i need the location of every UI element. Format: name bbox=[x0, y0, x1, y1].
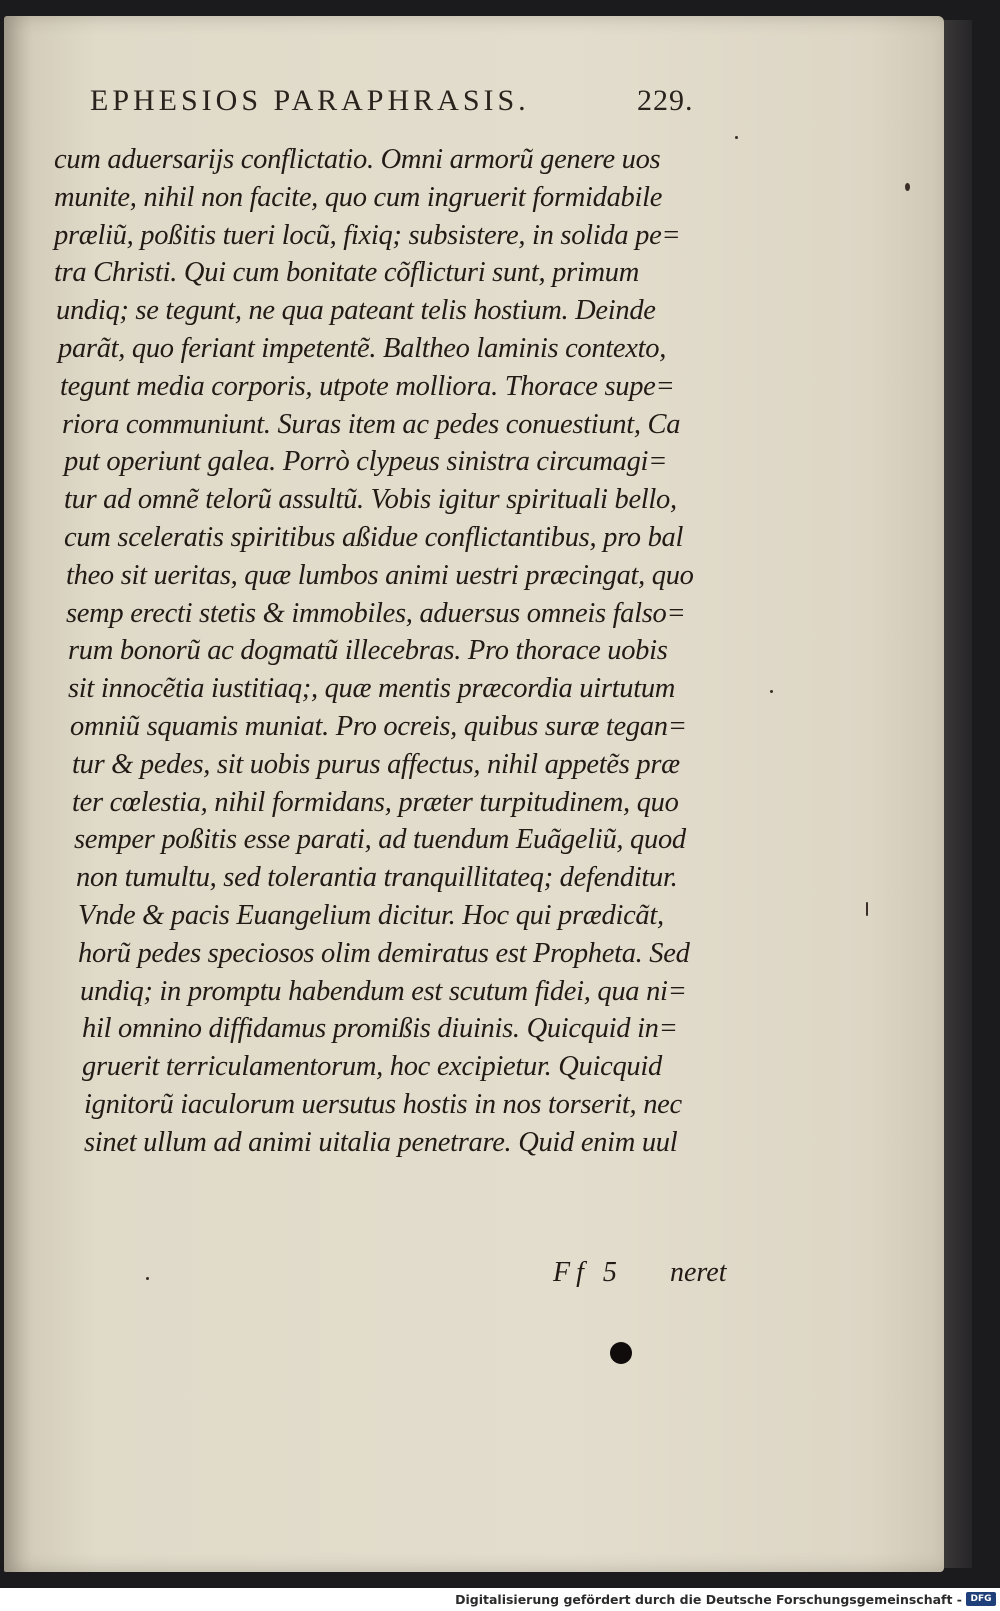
page-number: 229. bbox=[637, 84, 694, 117]
text-line: Vnde & pacis Euangelium dicitur. Hoc qui prædicãt, bbox=[78, 899, 664, 931]
text-block bbox=[52, 141, 752, 1162]
text-line: gruerit terriculamentorum, hoc excipietur. Quicquid bbox=[82, 1051, 662, 1083]
text-line: put operiunt galea. Porrò clypeus sinistra circumagi= bbox=[64, 446, 668, 478]
paper-speck bbox=[905, 183, 910, 191]
text-line: præliũ, poßitis tueri locũ, fixiq; subsistere, in solida pe= bbox=[54, 219, 681, 251]
text-line: semp erecti stetis & immobiles, aduersus omneis falso= bbox=[66, 597, 686, 629]
text-line: theo sit ueritas, quæ lumbos animi uestri præcingat, quo bbox=[66, 559, 694, 591]
text-line: cum sceleratis spiritibus aßidue conflictantibus, pro bal bbox=[64, 521, 684, 553]
paper-speck bbox=[146, 1277, 149, 1280]
text-line: undiq; in promptu habendum est scutum fidei, qua ni= bbox=[80, 975, 687, 1007]
text-line: cum aduersarijs conflictatio. Omni armorũ genere uos bbox=[54, 144, 661, 175]
ink-blot bbox=[610, 1342, 632, 1364]
text-line: ignitorũ iaculorum uersutus hostis in nos torserit, nec bbox=[84, 1088, 682, 1120]
paper-speck bbox=[866, 902, 868, 916]
text-line: riora communiunt. Suras item ac pedes conuestiunt, Ca bbox=[62, 408, 681, 440]
paper-speck bbox=[770, 690, 773, 693]
running-head bbox=[90, 84, 730, 124]
text-line: munite, nihil non facite, quo cum ingruerit formidabile bbox=[54, 181, 663, 213]
footer-credit: Digitalisierung gefördert durch die Deutsche Forschungsgemeinschaft - bbox=[455, 1592, 962, 1607]
catchword: neret bbox=[670, 1257, 727, 1288]
text-line: tegunt media corporis, utpote molliora. Thorace supe= bbox=[60, 370, 675, 402]
text-line: tur & pedes, sit uobis purus affectus, nihil appetẽs præ bbox=[72, 748, 680, 780]
text-line: tur ad omnẽ telorũ assultũ. Vobis igitur spirituali bello, bbox=[64, 484, 677, 516]
text-line: rum bonorũ ac dogmatũ illecebras. Pro thorace uobis bbox=[68, 635, 668, 667]
signature-mark: Ff 5 bbox=[553, 1257, 623, 1288]
paper-speck bbox=[735, 136, 738, 139]
running-head-title: EPHESIOS PARAPHRASIS. bbox=[90, 84, 530, 117]
text-line: omniũ squamis muniat. Pro ocreis, quibus suræ tegan= bbox=[70, 710, 687, 742]
text-line: undiq; se tegunt, ne qua pateant telis hostium. Deinde bbox=[56, 295, 656, 327]
text-line: horũ pedes speciosos olim demiratus est Propheta. Sed bbox=[78, 937, 690, 969]
text-line: non tumultu, sed tolerantia tranquillitateq; defenditur. bbox=[76, 862, 678, 894]
text-line: parãt, quo feriant impetentẽ. Baltheo laminis contexto, bbox=[58, 332, 667, 364]
page-edge-shadow bbox=[944, 20, 972, 1568]
text-line: sit innocẽtia iustitiaq;, quæ mentis præcordia uirtutum bbox=[68, 673, 676, 705]
text-line: tra Christi. Qui cum bonitate cõflicturi sunt, primum bbox=[54, 257, 639, 289]
text-line: sinet ullum ad animi uitalia penetrare. Quid enim uul bbox=[84, 1126, 678, 1158]
text-line: semper poßitis esse parati, ad tuendum Euãgeliũ, quod bbox=[74, 824, 686, 856]
dfg-logo: DFG bbox=[966, 1592, 996, 1606]
footer-bar bbox=[0, 1588, 1000, 1611]
text-line: hil omnino diffidamus promißis diuinis. Quicquid in= bbox=[82, 1013, 678, 1045]
text-line: ter cœlestia, nihil formidans, præter turpitudinem, quo bbox=[72, 786, 679, 818]
